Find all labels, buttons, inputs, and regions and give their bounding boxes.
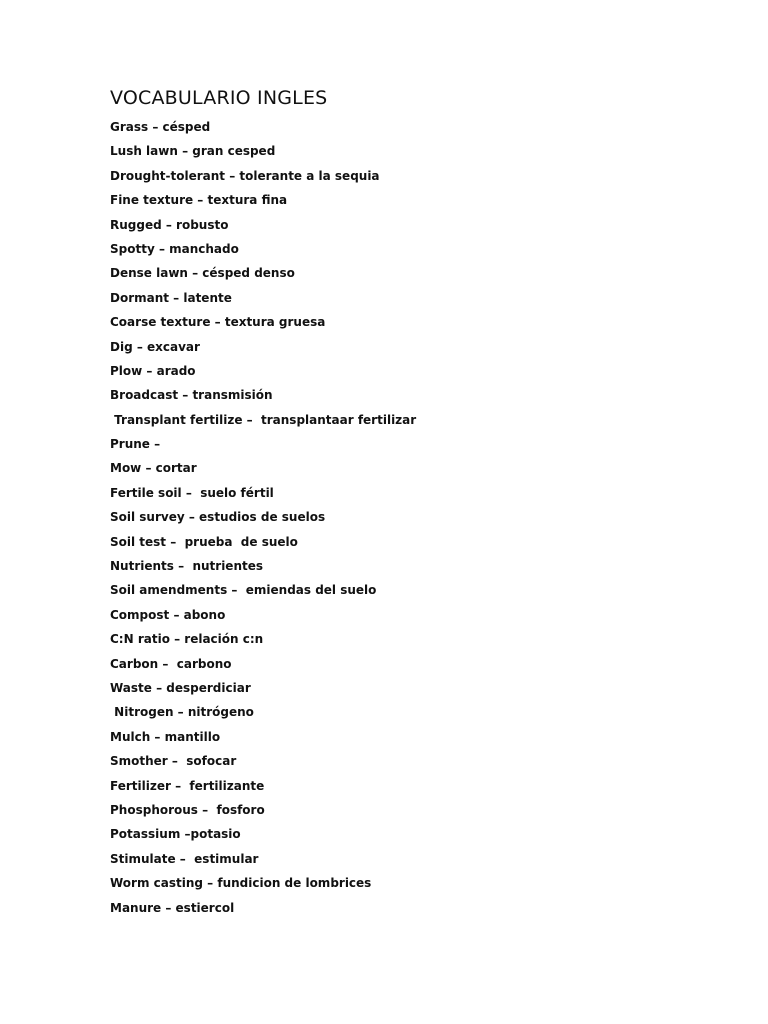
vocabulary-entry: C:N ratio – relación c:n [110, 632, 264, 647]
vocabulary-entry: Fertilizer – fertilizante [110, 778, 265, 793]
vocabulary-entry: Broadcast – transmisión [110, 388, 273, 403]
vocabulary-entry: Prune – [110, 437, 161, 452]
document-page [110, 85, 710, 915]
vocabulary-entry: Soil amendments – emiendas del suelo [110, 583, 377, 598]
vocabulary-entry: Fertile soil – suelo fértil [110, 485, 274, 500]
vocabulary-entry: Lush lawn – gran cesped [110, 144, 276, 159]
vocabulary-entry: Stimulate – estimular [110, 851, 259, 866]
vocabulary-entry: Drought-tolerant – tolerante a la sequia [110, 168, 380, 183]
vocabulary-entry: Potassium –potasio [110, 827, 241, 842]
vocabulary-entry: Spotty – manchado [110, 241, 239, 256]
vocabulary-entry: Coarse texture – textura gruesa [110, 315, 326, 330]
vocabulary-entry: Nutrients – nutrientes [110, 559, 263, 574]
vocabulary-entry: Dig – excavar [110, 339, 200, 354]
vocabulary-entry: Manure – estiercol [110, 900, 235, 915]
vocabulary-entry: Fine texture – textura fina [110, 193, 288, 208]
vocabulary-entry: Smother – sofocar [110, 754, 237, 769]
vocabulary-entry: Dense lawn – césped denso [110, 266, 295, 281]
vocabulary-entry: Plow – arado [110, 363, 196, 378]
vocabulary-entry: Mulch – mantillo [110, 729, 221, 744]
vocabulary-entry: Grass – césped [110, 120, 211, 134]
vocabulary-entry: Nitrogen – nitrógeno [110, 705, 254, 720]
vocabulary-entry: Worm casting – fundicion de lombrices [110, 876, 372, 891]
vocabulary-entry: Waste – desperdiciar [110, 680, 251, 695]
vocabulary-entry: Rugged – robusto [110, 217, 229, 232]
vocabulary-entry: Compost – abono [110, 607, 226, 622]
vocabulary-entry: Soil test – prueba de suelo [110, 534, 298, 549]
vocabulary-entry: Dormant – latente [110, 290, 232, 305]
vocabulary-entry: Transplant fertilize – transplantaar fertilizar [110, 412, 417, 427]
vocabulary-entry: Phosphorous – fosforo [110, 802, 265, 817]
vocabulary-entry: Soil survey – estudios de suelos [110, 510, 326, 525]
vocabulary-list [110, 118, 416, 923]
vocabulary-entry: Mow – cortar [110, 461, 197, 476]
document-title: VOCABULARIO INGLES [110, 87, 328, 109]
vocabulary-entry: Carbon – carbono [110, 656, 232, 671]
